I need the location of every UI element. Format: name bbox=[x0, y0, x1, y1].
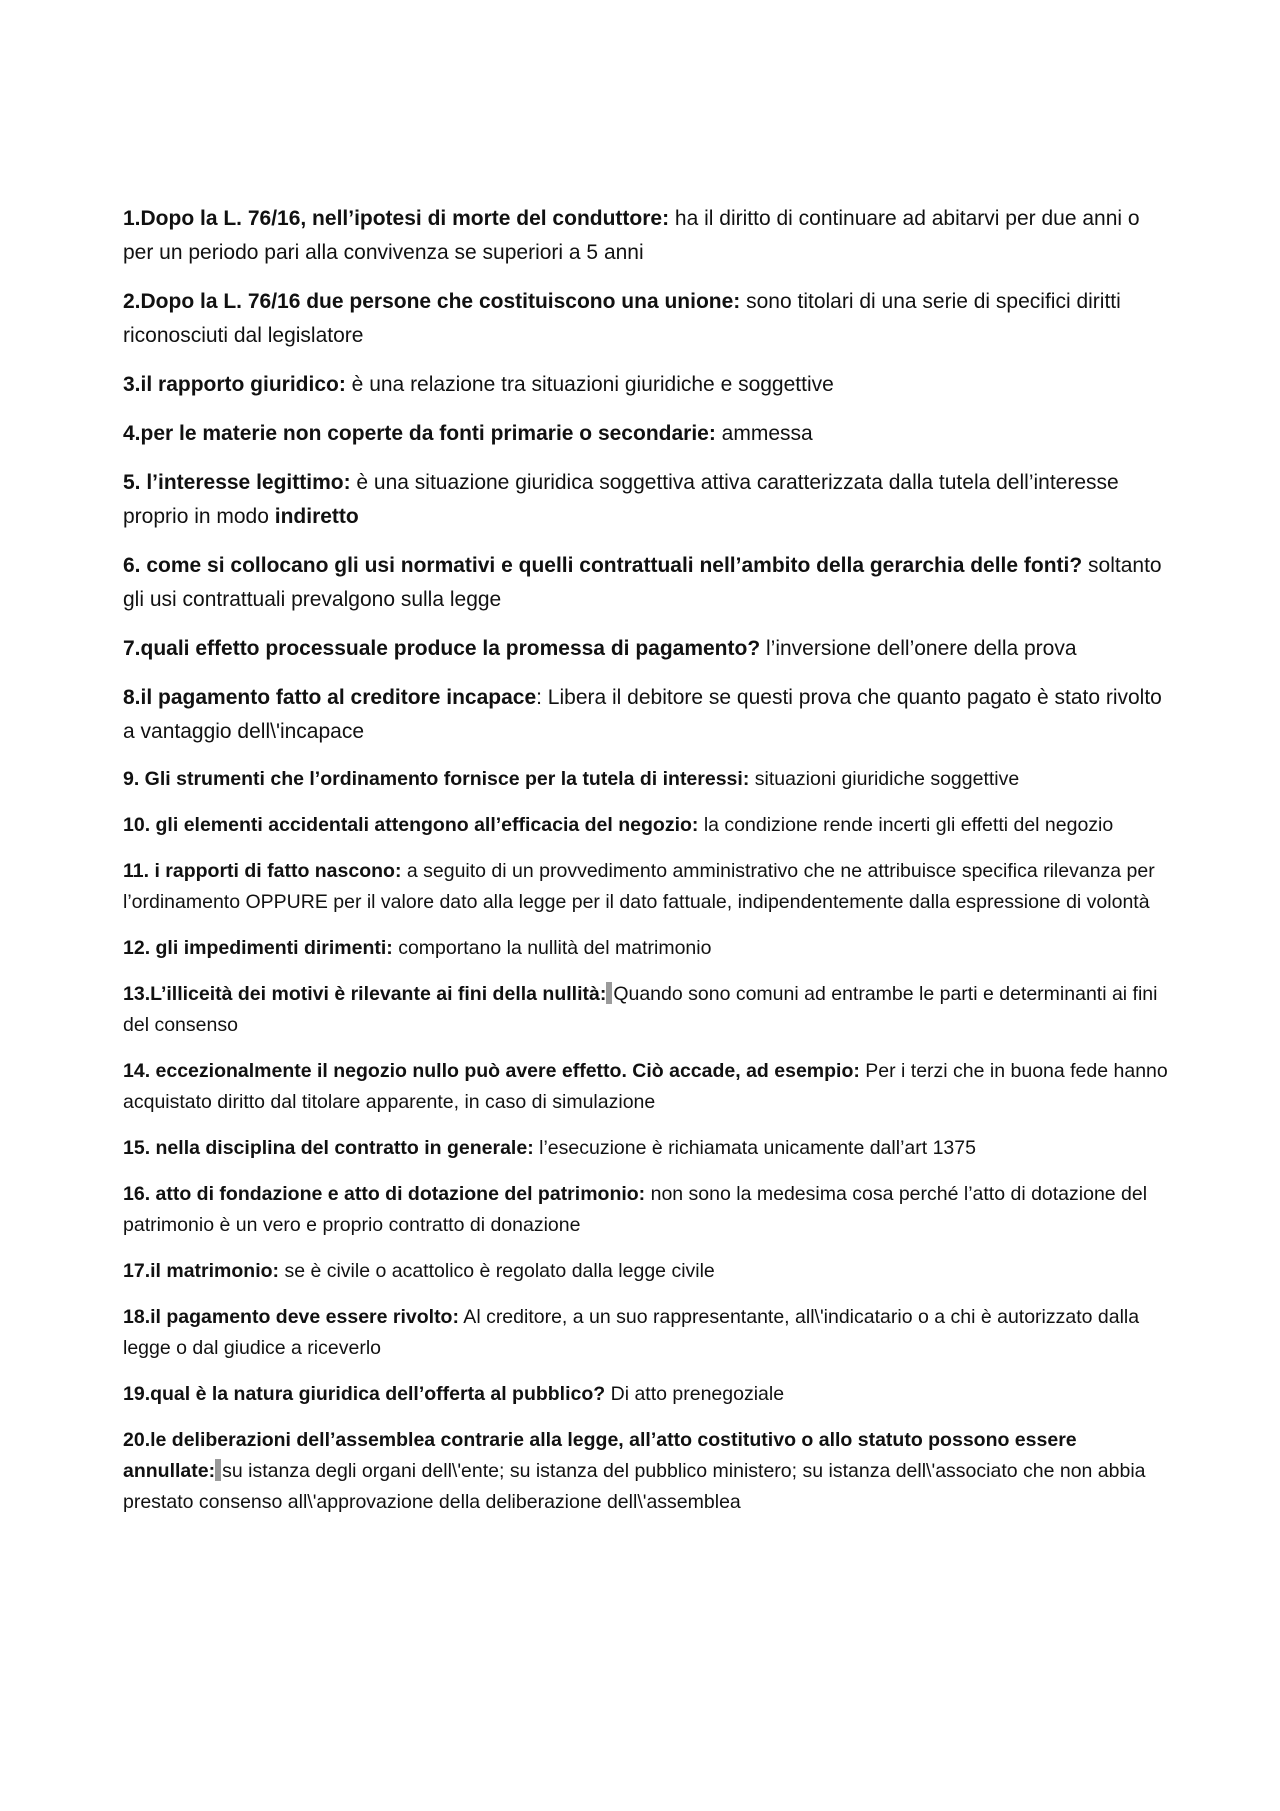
answer: Quando sono comuni ad entrambe le parti e determinanti ai fini del consenso bbox=[123, 983, 1158, 1036]
qa-item-8 bbox=[123, 681, 1168, 749]
answer: su istanza degli organi dell\'ente; su istanza del pubblico ministero; su istanza dell\'associato che non abbia prestato consenso all\'approvazione della deliberazione dell\'assemblea bbox=[123, 1460, 1146, 1513]
answer: ha il diritto di continuare ad abitarvi per due anni o per un periodo pari alla convivenza se superiori a 5 anni bbox=[123, 207, 1140, 264]
question: 1.Dopo la L. 76/16, nell’ipotesi di morte del conduttore: bbox=[123, 207, 670, 230]
answer: Per i terzi che in buona fede hanno acquistato diritto dal titolare apparente, in caso di simulazione bbox=[123, 1060, 1168, 1113]
answer: Di atto prenegoziale bbox=[605, 1383, 785, 1405]
answer: : Libera il debitore se questi prova che quanto pagato è stato rivolto a vantaggio dell\'incapace bbox=[123, 686, 1162, 743]
qa-item-15 bbox=[123, 1133, 1168, 1164]
qa-item-7 bbox=[123, 632, 1168, 666]
question: 9. Gli strumenti che l’ordinamento fornisce per la tutela di interessi: bbox=[123, 768, 750, 790]
question: 4.per le materie non coperte da fonti primarie o secondarie: bbox=[123, 422, 716, 445]
qa-item-17 bbox=[123, 1256, 1168, 1287]
answer: comportano la nullità del matrimonio bbox=[392, 937, 712, 959]
answer: sono titolari di una serie di specifici diritti riconosciuti dal legislatore bbox=[123, 290, 1121, 347]
answer-emphasis: indiretto bbox=[274, 505, 359, 528]
answer: Al creditore, a un suo rappresentante, all\'indicatario o a chi è autorizzato dalla legge o dal giudice a riceverlo bbox=[123, 1306, 1140, 1359]
question: 7.quali effetto processuale produce la promessa di pagamento? bbox=[123, 637, 761, 660]
document-page bbox=[123, 202, 1168, 1518]
qa-item-10 bbox=[123, 810, 1168, 841]
question: 12. gli impedimenti dirimenti: bbox=[123, 937, 393, 959]
answer: è una relazione tra situazioni giuridiche e soggettive bbox=[345, 373, 834, 396]
answer: situazioni giuridiche soggettive bbox=[749, 768, 1020, 790]
answer: a seguito di un provvedimento amministrativo che ne attribuisce specifica rilevanza per l’ordinamento OPPURE per il valore dato alla legge per il dato fattuale, indipendentemente dalla espressione di volontà bbox=[123, 860, 1155, 913]
question: 8.il pagamento fatto al creditore incapace bbox=[123, 686, 537, 709]
answer: soltanto gli usi contrattuali prevalgono sulla legge bbox=[123, 554, 1162, 611]
answer: l’inversione dell’onere della prova bbox=[760, 637, 1077, 660]
text-cursor-mark bbox=[215, 1459, 221, 1481]
qa-item-6 bbox=[123, 549, 1168, 617]
answer: ammessa bbox=[715, 422, 813, 445]
qa-item-9 bbox=[123, 764, 1168, 795]
question: 20.le deliberazioni dell’assemblea contrarie alla legge, all’atto costitutivo o allo statuto possono essere annullate: bbox=[123, 1429, 1077, 1482]
answer: l’esecuzione è richiamata unicamente dall’art 1375 bbox=[533, 1137, 976, 1159]
question: 10. gli elementi accidentali attengono all’efficacia del negozio: bbox=[123, 814, 699, 836]
question: 3.il rapporto giuridico: bbox=[123, 373, 346, 396]
qa-item-12 bbox=[123, 933, 1168, 964]
qa-item-14 bbox=[123, 1056, 1168, 1118]
qa-item-3 bbox=[123, 368, 1168, 402]
qa-item-18 bbox=[123, 1302, 1168, 1364]
question: 18.il pagamento deve essere rivolto: bbox=[123, 1306, 459, 1328]
question: 11. i rapporti di fatto nascono: bbox=[123, 860, 402, 882]
question: 13.L’illiceità dei motivi è rilevante ai fini della nullità: bbox=[123, 983, 607, 1005]
qa-item-5 bbox=[123, 466, 1168, 534]
question: 6. come si collocano gli usi normativi e quelli contrattuali nell’ambito della gerarchia delle fonti? bbox=[123, 554, 1083, 577]
qa-item-19 bbox=[123, 1379, 1168, 1410]
qa-item-11 bbox=[123, 856, 1168, 918]
question: 15. nella disciplina del contratto in generale: bbox=[123, 1137, 534, 1159]
qa-item-20 bbox=[123, 1425, 1168, 1518]
question: 2.Dopo la L. 76/16 due persone che costituiscono una unione: bbox=[123, 290, 741, 313]
question: 16. atto di fondazione e atto di dotazione del patrimonio: bbox=[123, 1183, 646, 1205]
question: 14. eccezionalmente il negozio nullo può avere effetto. Ciò accade, ad esempio: bbox=[123, 1060, 860, 1082]
question: 5. l’interesse legittimo: bbox=[123, 471, 351, 494]
question: 19.qual è la natura giuridica dell’offerta al pubblico? bbox=[123, 1383, 606, 1405]
qa-item-16 bbox=[123, 1179, 1168, 1241]
answer: se è civile o acattolico è regolato dalla legge civile bbox=[279, 1260, 715, 1282]
answer: la condizione rende incerti gli effetti del negozio bbox=[698, 814, 1114, 836]
qa-item-4 bbox=[123, 417, 1168, 451]
question: 17.il matrimonio: bbox=[123, 1260, 280, 1282]
qa-item-13 bbox=[123, 979, 1168, 1041]
text-cursor-mark bbox=[606, 982, 612, 1004]
qa-item-2 bbox=[123, 285, 1168, 353]
qa-item-1 bbox=[123, 202, 1168, 270]
answer: è una situazione giuridica soggettiva attiva caratterizzata dalla tutela dell’interesse proprio in modo bbox=[123, 471, 1119, 528]
answer: non sono la medesima cosa perché l’atto di dotazione del patrimonio è un vero e proprio contratto di donazione bbox=[123, 1183, 1148, 1236]
